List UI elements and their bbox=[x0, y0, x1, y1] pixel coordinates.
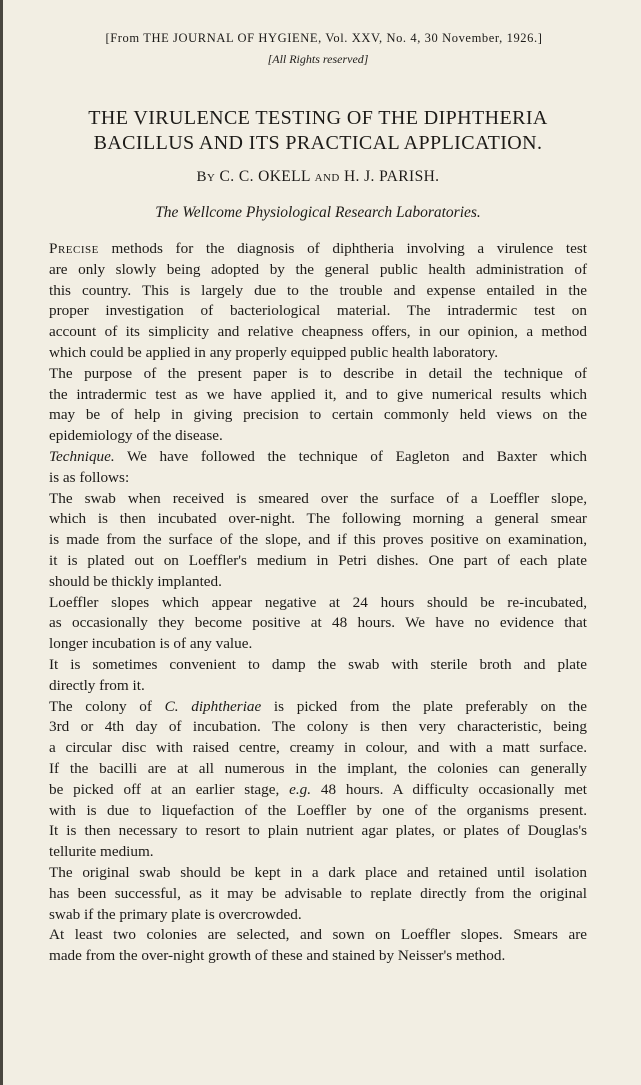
text-line: has been successful, as it may be advisable to replate directly from the original bbox=[49, 884, 587, 902]
text-line: are only slowly being adopted by the general public health administration of bbox=[49, 260, 587, 278]
article-body bbox=[49, 239, 587, 967]
article-title-line-2: BACILLUS AND ITS PRACTICAL APPLICATION. bbox=[93, 132, 543, 154]
body-paragraph bbox=[49, 364, 587, 447]
author-okell: C. C. OKELL bbox=[219, 168, 311, 185]
article-title bbox=[49, 106, 587, 156]
text-line: be picked off at an earlier stage, e.g. 48 hours. A difficulty occasionally met bbox=[49, 780, 588, 798]
text-line: Precise methods for the diagnosis of diphtheria involving a virulence test bbox=[49, 240, 587, 257]
body-paragraph bbox=[49, 925, 587, 967]
text-line: which is then incubated over-night. The following morning a general smear bbox=[49, 510, 587, 528]
body-paragraph bbox=[49, 239, 587, 364]
text-line: It is then necessary to resort to plain nutrient agar plates, or plates of Douglas's bbox=[49, 822, 587, 840]
text-line: may be of help in giving precision to certain commonly held views on the bbox=[49, 406, 587, 424]
text-line: Loeffler slopes which appear negative at 24 hours should be re-incubated, bbox=[49, 593, 587, 611]
text-line: 3rd or 4th day of incubation. The colony is then very characteristic, being bbox=[49, 718, 587, 736]
text-line: directly from it. bbox=[49, 676, 145, 694]
text-line: The purpose of the present paper is to describe in detail the technique of bbox=[49, 364, 587, 382]
text-line: it is plated out on Loeffler's medium in Petri dishes. One part of each plate bbox=[49, 551, 587, 569]
italic-term: e.g. bbox=[289, 780, 312, 798]
text-line: with is due to liquefaction of the Loeffler by one of the organisms present. bbox=[49, 801, 587, 819]
rights-reserved-note: [All Rights reserved] bbox=[267, 52, 369, 66]
text-line: proper investigation of bacteriological material. The intradermic test on bbox=[49, 302, 587, 320]
text-line: swab if the primary plate is overcrowded. bbox=[49, 905, 302, 923]
text-line: The swab when received is smeared over the surface of a Loeffler slope, bbox=[49, 489, 587, 507]
text-line: epidemiology of the disease. bbox=[49, 427, 223, 445]
text-line: longer incubation is of any value. bbox=[49, 635, 253, 653]
body-paragraph bbox=[49, 593, 587, 655]
text-line: made from the over-night growth of these and stained by Neisser's method. bbox=[49, 947, 506, 965]
text-line: It is sometimes convenient to damp the swab with sterile broth and plate bbox=[49, 655, 587, 673]
text-line: which could be applied in any properly equipped public health laboratory. bbox=[49, 343, 499, 361]
body-paragraph bbox=[49, 489, 587, 593]
text-line: The colony of C. diphtheriae is picked from the plate preferably on the bbox=[49, 697, 587, 715]
text-line: Technique. We have followed the technique of Eagleton and Baxter which bbox=[49, 447, 587, 465]
journal-source-line: [From THE JOURNAL OF HYGIENE, Vol. XXV, No. 4, 30 November, 1926.] bbox=[105, 31, 543, 45]
text-line: a circular disc with raised centre, creamy in colour, and with a matt surface. bbox=[49, 739, 587, 757]
text-line: If the bacilli are at all numerous in the implant, the colonies can generally bbox=[49, 759, 587, 777]
journal-page bbox=[49, 28, 587, 967]
body-paragraph bbox=[49, 697, 587, 863]
text-line: At least two colonies are selected, and sown on Loeffler slopes. Smears are bbox=[49, 926, 587, 944]
text-line: is made from the surface of the slope, and if this proves positive on examination, bbox=[49, 531, 587, 549]
body-paragraph bbox=[49, 447, 587, 489]
page-spine-edge bbox=[0, 0, 3, 1085]
authors-and: and bbox=[314, 169, 340, 185]
article-title-line-1: THE VIRULENCE TESTING OF THE DIPHTHERIA bbox=[88, 107, 548, 129]
text-line: tellurite medium. bbox=[49, 843, 154, 861]
text-line: is as follows: bbox=[49, 468, 130, 486]
italic-term: C. diphtheriae bbox=[164, 697, 262, 715]
body-paragraph bbox=[49, 655, 587, 697]
author-parish: H. J. PARISH. bbox=[343, 168, 440, 185]
body-paragraph bbox=[49, 863, 587, 925]
text-line: this country. This is largely due to the trouble and expense entailed in the bbox=[49, 281, 587, 299]
author-affiliation: The Wellcome Physiological Research Laboratories. bbox=[155, 204, 481, 221]
text-line: as occasionally they become positive at 48 hours. We have no evidence that bbox=[49, 614, 587, 632]
authors-by: By bbox=[196, 169, 216, 185]
opening-word: Precise bbox=[49, 240, 99, 257]
article-authors bbox=[49, 167, 587, 187]
text-line: the intradermic test as we have applied it, and to give numerical results which bbox=[49, 385, 587, 403]
text-line: account of its simplicity and relative cheapness offers, in our opinion, a method bbox=[49, 323, 587, 341]
italic-term: Technique. bbox=[49, 447, 115, 465]
text-line: The original swab should be kept in a dark place and retained until isolation bbox=[49, 863, 587, 881]
text-line: should be thickly implanted. bbox=[49, 572, 222, 590]
